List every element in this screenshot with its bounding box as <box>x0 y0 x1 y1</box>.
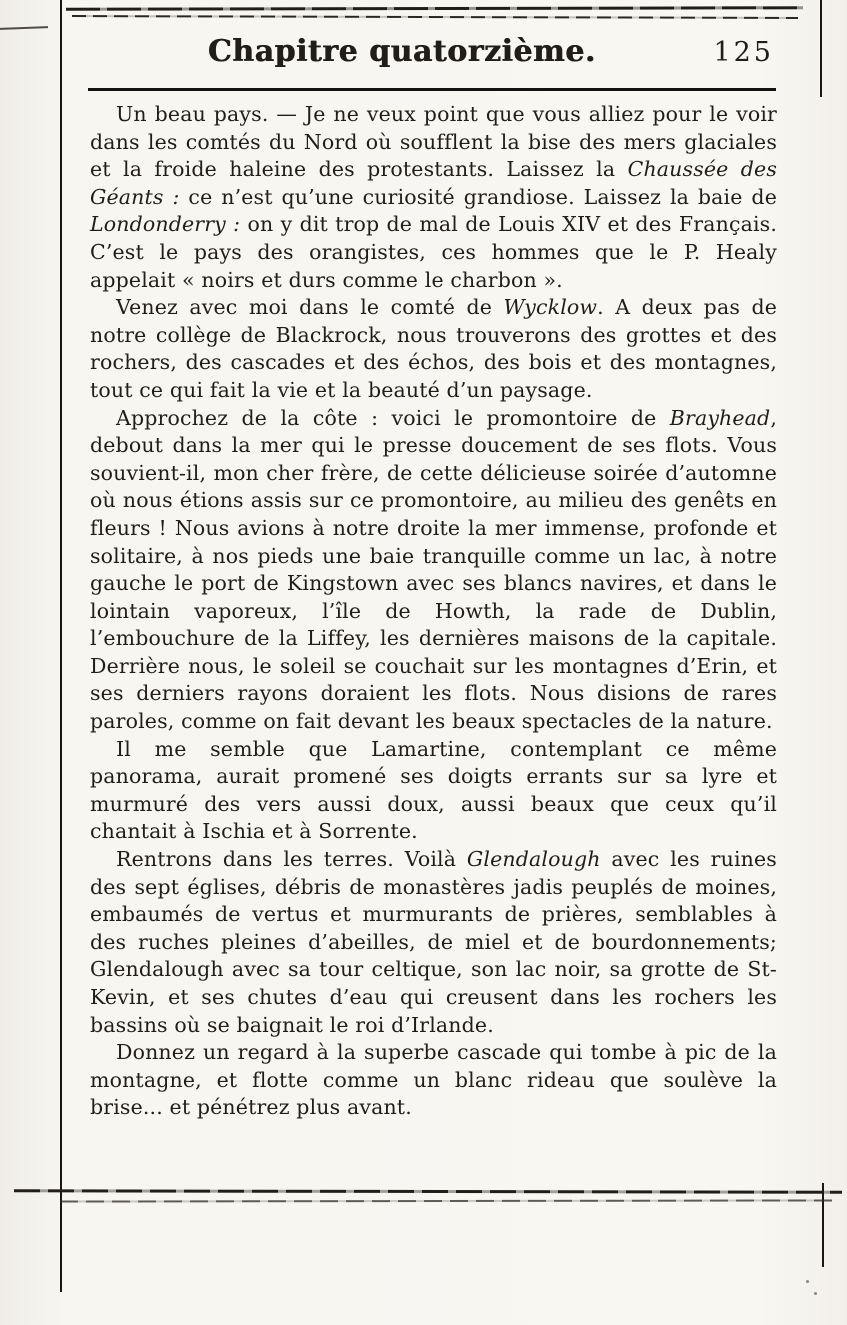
text-run: avec les ruines des sept églises, débris de monastères jadis peuplés de moines, embaumés de vertus et murmurants de prières, semblables à des ruches pleines d’abeilles, de miel et de bourdonnements; Glendalough avec sa tour celtique, son lac noir, sa grotte de St-Kevin, et ses chutes d’eau qui creusent dans les rochers les bassins où se baignait le roi d’Irlande. <box>90 847 777 1037</box>
text-run: ce n’est qu’une curiosité grandiose. Laissez la baie de <box>179 184 777 209</box>
text-block <box>90 101 777 1122</box>
scan-speck <box>814 1292 817 1295</box>
scan-speck <box>806 1280 809 1283</box>
chapter-title: Chapitre quatorzième. <box>207 34 596 69</box>
text-run: Rentrons dans les terres. Voilà <box>116 847 467 872</box>
right-margin-rule-top <box>820 0 822 97</box>
paragraph <box>90 846 777 1039</box>
text-run: Venez avec moi dans le comté de <box>116 295 504 320</box>
italic-text-run: Londonderry : <box>90 212 241 237</box>
text-run: Donnez un regard à la superbe cascade qui tombe à pic de la montagne, et flotte comme un blanc rideau que soulève la brise... et pénétrez plus avant. <box>90 1040 777 1120</box>
paragraph <box>90 294 777 404</box>
left-margin-rule <box>60 0 62 1292</box>
header-rule <box>88 88 776 91</box>
text-run: , debout dans la mer qui le presse doucement de ses flots. Vous souvient-il, mon cher frère, de cette délicieuse soirée d’automne où nous étions assis sur ce promontoire, au milieu des genêts en fleurs ! Nous avions à notre droite la mer immense, profonde et solitaire, à nos pieds une baie tranquille comme un lac, à notre gauche le port de Kingstown avec ses blancs navires, et dans le lointain vaporeux, l’île de Howth, la rade de Dublin, l’embouchure de la Liffey, les dernières maisons de la capitale. Derrière nous, le soleil se couchait sur les montagnes d’Erin, et ses derniers rayons doraient les flots. Nous disions de rares paroles, comme on fait devant les beaux spectacles de la nature. <box>90 405 777 734</box>
italic-text-run: Wycklow <box>503 295 598 320</box>
italic-text-run: Glendalough <box>466 847 601 872</box>
text-run: . A deux pas de notre collège de Blackrock, nous trouverons des grottes et des rochers, des cascades et des échos, des bois et des montagnes, tout ce qui fait la vie et la beauté d’un paysage. <box>90 295 777 402</box>
text-run: Approchez de la côte : voici le promontoire de <box>116 405 670 430</box>
paragraph <box>90 1039 777 1122</box>
text-run: Un beau pays. — Je ne veux point que vous alliez pour le voir dans les comtés du Nord où soufflent la bise des mers glaciales et la froide haleine des protestants. Laissez la <box>90 102 777 182</box>
text-run: Il me semble que Lamartine, contemplant ce même panorama, aurait promené ses doigts errants sur sa lyre et murmuré des vers aussi doux, aussi beaux que ceux qu’il chantait à Ischia et à Sorrente. <box>90 736 777 844</box>
paragraph <box>90 736 777 846</box>
italic-text-run: Brayhead <box>669 405 771 430</box>
top-edge-mark <box>66 6 803 11</box>
right-margin-rule-bottom <box>822 1183 824 1267</box>
bottom-edge-mark <box>60 1199 832 1202</box>
top-edge-mark-left <box>0 26 48 30</box>
text-run: on y dit trop de mal de Louis XIV et des Français. C’est le pays des orangistes, ces hommes que le P. Healy appelait « noirs et durs comme le charbon ». <box>90 212 777 292</box>
page-header <box>90 34 776 69</box>
page-number: 125 <box>713 37 774 68</box>
paragraph <box>90 101 777 294</box>
paragraph <box>90 405 777 736</box>
italic-text-run: Chaussée des Géants : <box>90 157 777 209</box>
top-edge-mark <box>72 15 798 19</box>
bottom-edge-mark <box>14 1189 842 1193</box>
